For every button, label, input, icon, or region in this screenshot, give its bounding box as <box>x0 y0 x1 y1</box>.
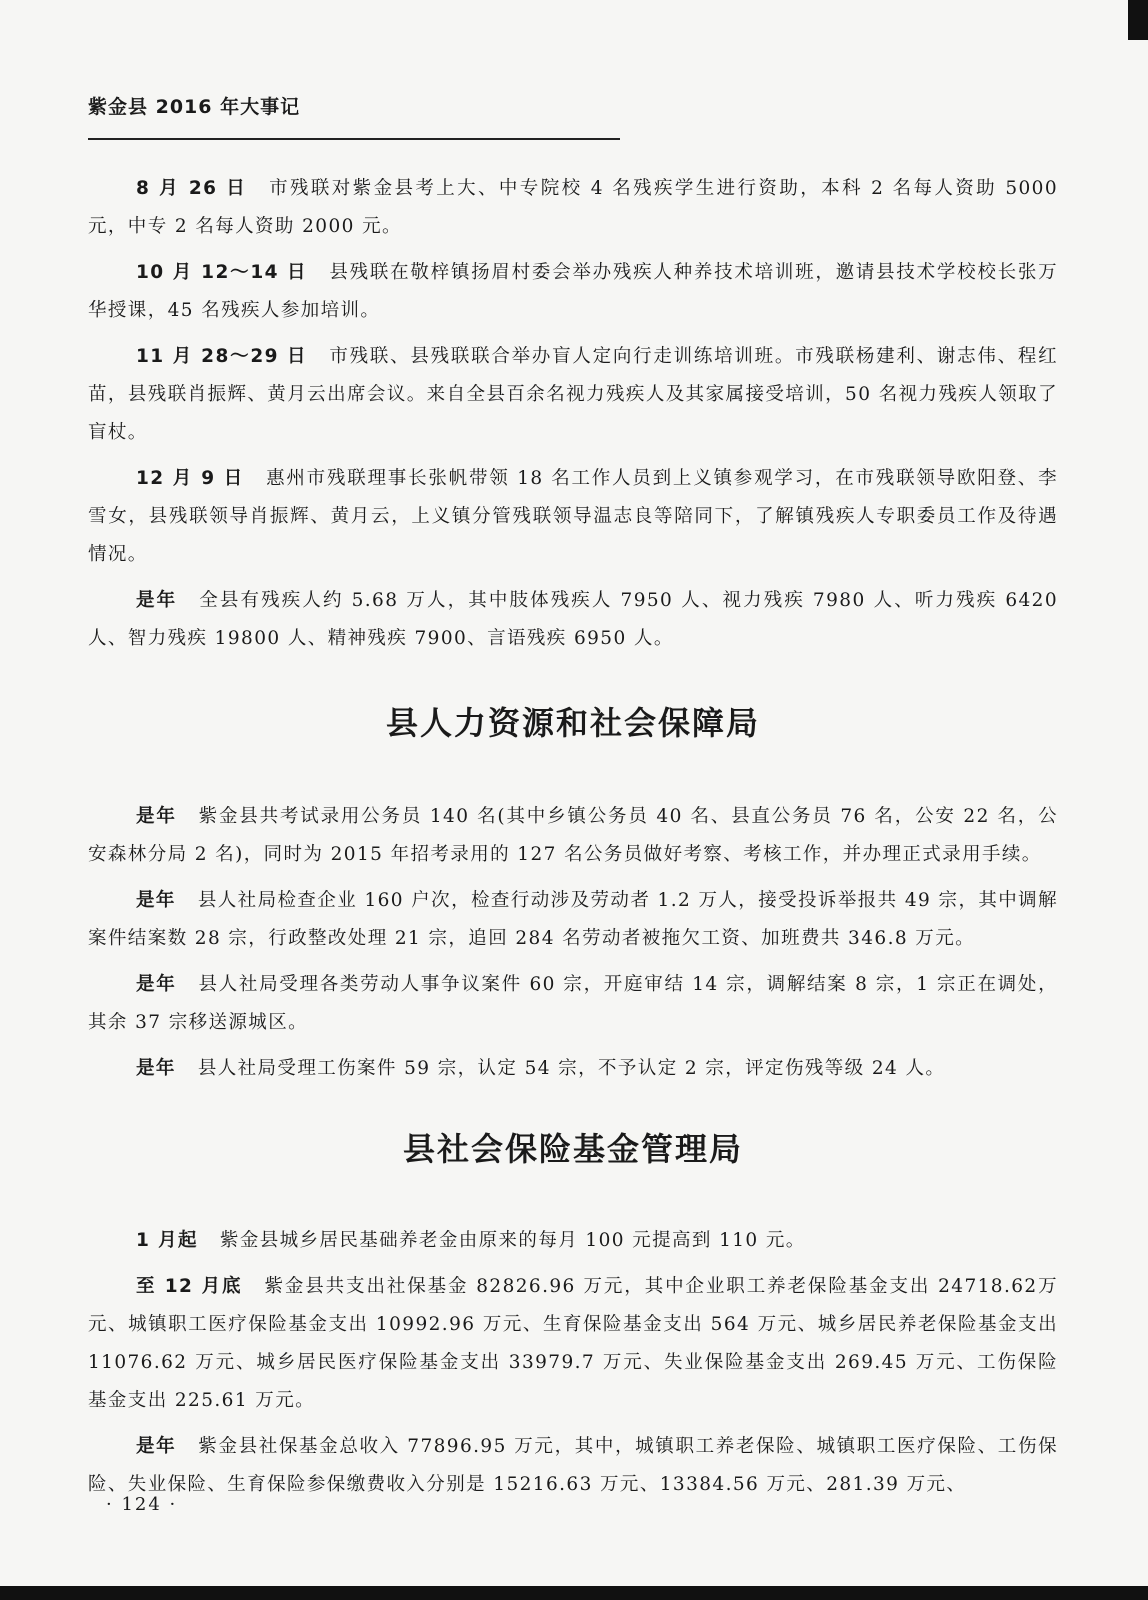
entry-date: 11 月 28～29 日 <box>136 346 308 367</box>
entry-date: 是年 <box>136 1058 176 1079</box>
entry-text: 县人社局受理工伤案件 59 宗，认定 54 宗，不予认定 2 宗，评定伤残等级 24 人。 <box>197 1058 946 1079</box>
scan-corner-mark <box>1128 0 1148 40</box>
entry <box>88 1268 1058 1420</box>
section-title-social-security: 县社会保险基金管理局 <box>402 1130 743 1168</box>
entry <box>88 460 1058 574</box>
entry <box>88 582 1058 658</box>
entry <box>88 882 1058 958</box>
entry-date: 10 月 12～14 日 <box>136 262 308 283</box>
entry-date: 8 月 26 日 <box>136 178 248 199</box>
entry-text: 县人社局检查企业 160 户次，检查行动涉及劳动者 1.2 万人，接受投诉举报共 49 宗，其中调解案件结案数 28 宗，行政整改处理 21 宗，追回 284 名劳动者被拖欠工资、加班费共 346.8 万元。 <box>88 890 1058 949</box>
entry-date: 至 12 月底 <box>136 1276 243 1297</box>
entry-date: 是年 <box>136 974 177 995</box>
entry-text: 全县有残疾人约 5.68 万人，其中肢体残疾人 7950 人、视力残疾 7980 人、听力残疾 6420 人、智力残疾 19800 人、精神残疾 7900、言语残疾 6950 人。 <box>88 590 1058 649</box>
page-body <box>88 170 1058 1512</box>
social-security-entries <box>88 1222 1058 1504</box>
entry-date: 是年 <box>136 1436 177 1457</box>
entry-date: 是年 <box>136 890 176 911</box>
entry-text: 紫金县共考试录用公务员 140 名(其中乡镇公务员 40 名、县直公务员 76 名，公安 22 名，公安森林分局 2 名)，同时为 2015 年招考录用的 127 名公务员做好考察、考核工作，并办理正式录用手续。 <box>88 806 1058 865</box>
page-number: · 124 · <box>106 1494 178 1515</box>
entry <box>88 254 1058 330</box>
header-rule <box>88 138 620 140</box>
entry <box>88 1428 1058 1504</box>
entry-text: 县人社局受理各类劳动人事争议案件 60 宗，开庭审结 14 宗，调解结案 8 宗，1 宗正在调处，其余 37 宗移送源城区。 <box>88 974 1058 1033</box>
entry-text: 紫金县城乡居民基础养老金由原来的每月 100 元提高到 110 元。 <box>219 1230 806 1251</box>
entry-date: 是年 <box>136 806 177 827</box>
hr-entries <box>88 798 1058 1088</box>
entry-text: 紫金县共支出社保基金 82826.96 万元，其中企业职工养老保险基金支出 24718.62万元、城镇职工医疗保险基金支出 10992.96 万元、生育保险基金支出 564 万元、城乡居民养老保险基金支出 11076.62 万元、城乡居民医疗保险基金支出 33979.7 万元、失业保险基金支出 269.45 万元、工伤保险基金支出 225.61 万元。 <box>88 1276 1058 1411</box>
entry-text: 惠州市残联理事长张帆带领 18 名工作人员到上义镇参观学习，在市残联领导欧阳登、李雪女，县残联领导肖振辉、黄月云，上义镇分管残联领导温志良等陪同下，了解镇残疾人专职委员工作及待遇情况。 <box>88 468 1058 565</box>
entry-date: 是年 <box>136 590 178 611</box>
entry <box>88 966 1058 1042</box>
entry-text: 紫金县社保基金总收入 77896.95 万元，其中，城镇职工养老保险、城镇职工医疗保险、工伤保险、失业保险、生育保险参保缴费收入分别是 15216.63 万元、13384.56 万元、281.39 万元、 <box>88 1436 1058 1495</box>
entry-text: 县残联在敬梓镇扬眉村委会举办残疾人种养技术培训班，邀请县技术学校校长张万华授课，45 名残疾人参加培训。 <box>88 262 1058 321</box>
disability-entries <box>88 170 1058 658</box>
entry-text: 市残联、县残联联合举办盲人定向行走训练培训班。市残联杨建利、谢志伟、程红苗，县残联肖振辉、黄月云出席会议。来自全县百余名视力残疾人及其家属接受培训，50 名视力残疾人领取了盲杖。 <box>88 346 1058 443</box>
scan-bottom-strip <box>0 1586 1148 1600</box>
entry <box>88 170 1058 246</box>
section-title-hr: 县人力资源和社会保障局 <box>385 704 760 742</box>
entry-text: 市残联对紫金县考上大、中专院校 4 名残疾学生进行资助，本科 2 名每人资助 5000 元，中专 2 名每人资助 2000 元。 <box>88 178 1059 237</box>
running-header: 紫金县 2016 年大事记 <box>88 96 301 118</box>
entry <box>88 1050 1058 1088</box>
entry-date: 1 月起 <box>136 1230 198 1251</box>
entry-date: 12 月 9 日 <box>136 468 245 489</box>
entry <box>88 798 1058 874</box>
entry <box>88 338 1058 452</box>
entry <box>88 1222 1058 1260</box>
